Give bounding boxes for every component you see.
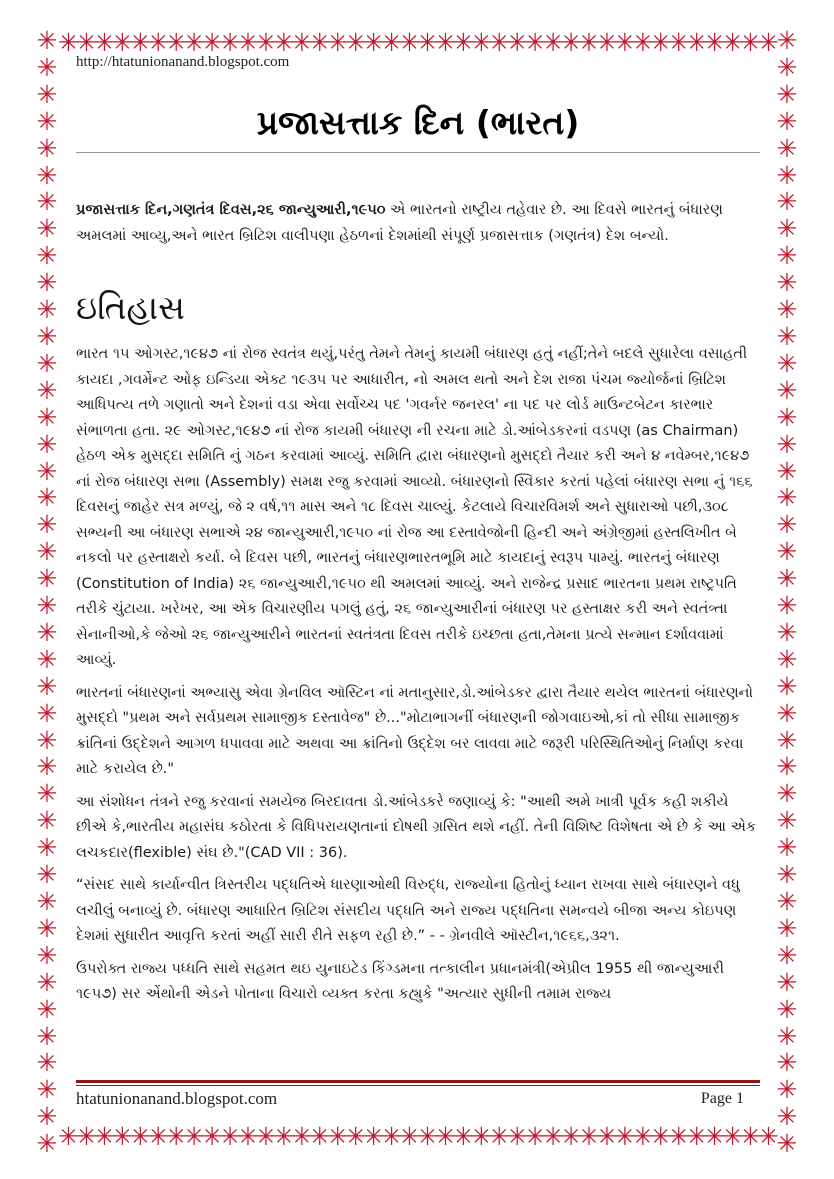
history-section: [76, 342, 760, 1072]
page-title: પ્રજાસત્તાક દિન (ભારત): [256, 103, 580, 142]
footer-site: htatunionanand.blogspot.com: [76, 1089, 278, 1108]
decorative-border-top: ✳✳✳✳✳✳✳✳✳✳✳✳✳✳✳✳✳✳✳✳✳✳✳✳✳✳✳✳✳✳✳✳✳✳✳✳✳✳✳✳: [58, 28, 776, 57]
intro-lead: પ્રજાસત્તાક દિન,ગણતંત્ર દિવસ,૨૬ જાન્યુઆરી,૧૯૫૦: [76, 202, 386, 218]
footer-divider: [76, 1080, 760, 1083]
section-heading: ઇતિહાસ: [76, 288, 185, 327]
paragraph: ભારત ૧૫ ઓગસ્ટ,૧૯૪૭ નાં રોજ સ્વતંત્ર થયું,પરંતુ તેમને તેમનું કાયમી બંધારણ હતું નહીં;તેને બદલે સુધારેલા વસાહતી કાયદા ,ગવર્મેન્ટ ઓફ ઇન્ડિયા એક્ટ ૧૯૩૫ પર આધારીત, નો અમલ થતો અને દેશ રાજા પંચમ જ્યોર્જનાં બ્રિટિશ આધિપત્ય તળે ગણાતો અને દેશનાં વડા એવા સર્વોચ્ચ પદ 'ગવર્નર જનરલ' ના પદ પર લોર્ડ માઉન્ટબેટન કારભાર સંભાળતા હતા. ૨૯ ઓગસ્ટ,૧૯૪૭ નાં રોજ કાયમી બંધારણ ની રચના માટે ડો.આંબેડકરનાં વડપણ (as Chairman) હેઠળ એક મુસદ્દા સમિતિ નું ગઠન કરવામાં આવ્યું. સમિતિ દ્વારા બંધારણનો મુસદ્દો તૈયાર કરી અને ૪ નવેમ્બર,૧૯૪૭ નાં રોજ બંધારણ સભા (Assembly) સમક્ષ રજુ કરવામાં આવ્યો. બંધારણનો સ્વિકાર કરતાં પહેલાં બંધારણ સભા નું ૧૬૬ દિવસનું જાહેર સત્ર મળ્યું, જે ૨ વર્ષ,૧૧ માસ અને ૧૮ દિવસ ચાલ્યું. કેટલાયે વિચારવિમર્શ અને સુધારાઓ પછી,૩૦૮ સભ્યની આ બંધારણ સભાએ ૨૪ જાન્યુઆરી,૧૯૫૦ નાં રોજ આ દસ્તાવેજોની હિન્દી અને અંગ્રેજીમાં હસ્તલિખીત બે નકલો પર હસ્તાક્ષરો કર્યા. બે દિવસ પછી, ભારતનું બંધારણભારતભૂમિ માટે કાયદાનું સ્વરૂપ પામ્યું. ભારતનું બંધારણ (Constitution of India) ૨૬ જાન્યુઆરી,૧૯૫૦ થી અમલમાં આવ્યું. અને રાજેન્દ્ર પ્રસાદ ભારતના પ્રથમ રાષ્ટ્રપતિ તરીકે ચુંટાયા. ખરેખર, આ એક વિચારણીય પગલું હતું, ૨૬ જાન્યુઆરીનાં બંધારણ પર હસ્તાક્ષર કરી અને સ્વતંત્ર્તા સેનાનીઓ,કે જેઓ ૨૬ જાન્યુઆરીને ભારતનાં સ્વતંત્રતા દિવસ તરીકે ઇચ્છતા હતા,તેમના પ્રત્યે સન્માન દર્શાવવામાં આવ્યું.: [76, 346, 753, 668]
intro-rest: એ ભારતનો રાષ્ટ્રીય તહેવાર છે. આ દિવસે ભારતનું બંધારણ અમલમાં આવ્યુ,અને ભારત બ્રિટિશ વાલીપણા હેઠળનાં દેશમાંથી સંપૂર્ણ પ્રજાસત્તાક (ગણતંત્ર) દેશ બન્યો.: [76, 202, 723, 244]
page-number: Page 1: [700, 1090, 744, 1107]
paragraph: “સંસદ સાથે કાર્યાન્વીત ત્રિસ્તરીય પદ્ધતિએ ધારણાઓથી વિરુદ્ધ, રાજ્યોના હિતોનું ધ્યાન રાખવા સાથે બંધારણને વધુ લચીલું બનાવ્યું છે. બંધારણ આધારિત બ્રિટિશ સંસદીય પદ્ધતિ અને રાજ્ય પદ્ધતિના સમન્વયે બીજા અન્ય કોઇપણ દેશમાં સુધારીત આવૃત્તિ કરતાં અહીં સારી રીતે સફળ રહી છે.” - - ગ્રેનવીલે ઑસ્ટીન,૧૯૬૬,૩૨૧.: [76, 877, 740, 944]
decorative-border-bottom: ✳✳✳✳✳✳✳✳✳✳✳✳✳✳✳✳✳✳✳✳✳✳✳✳✳✳✳✳✳✳✳✳✳✳✳✳✳✳✳✳: [58, 1122, 776, 1151]
decorative-border-left: ✳ ✳ ✳ ✳ ✳ ✳ ✳ ✳ ✳ ✳ ✳ ✳ ✳ ✳ ✳ ✳ ✳ ✳ ✳ ✳ ✳ ✳ ✳ ✳ ✳ ✳ ✳ ✳ ✳ ✳ ✳ ✳ ✳ ✳ ✳ ✳ ✳ ✳ ✳ ✳ ✳ ✳: [36, 28, 58, 1152]
paragraph: આ સંશોધન તંત્રને રજુ કરવાનાં સમયેજ બિરદાવતા ડો.આંબેડકરે જણાવ્યું કે: "આથી અમે ખાત્રી પૂર્વક કહી શકીયે છીએ કે,ભારતીય મહાસંઘ કઠોરતા કે વિધિપરાયણતાનાં દોષથી ગ્રસિત થશે નહીં. તેની વિશિષ્ટ વિશેષતા એ છે કે આ એક લચકદાર(flexible) સંઘ છે."(CAD VII : 36).: [76, 793, 757, 861]
intro-paragraph: [76, 198, 760, 249]
decorative-border-right: ✳ ✳ ✳ ✳ ✳ ✳ ✳ ✳ ✳ ✳ ✳ ✳ ✳ ✳ ✳ ✳ ✳ ✳ ✳ ✳ ✳ ✳ ✳ ✳ ✳ ✳ ✳ ✳ ✳ ✳ ✳ ✳ ✳ ✳ ✳ ✳ ✳ ✳ ✳ ✳ ✳ ✳: [776, 28, 798, 1152]
intro-section: [76, 198, 760, 278]
title-divider: [76, 152, 760, 153]
header-url: http://htatunionanand.blogspot.com: [76, 54, 290, 70]
footer-divider-thin: [76, 1085, 760, 1086]
paragraph: ઉપરોક્ત રાજ્ય પધ્ધતિ સાથે સહમત થઇ યુનાઇટેડ કિંગ્ડમના તત્કાલીન પ્રધાનમંત્રી(એપ્રીલ 1955 થી જાન્યુઆરી ૧૯૫૭) સર એંથોની એડને પોતાના વિચારો વ્યક્ત કરતા કહ્યુકે "અત્યાર સુધીની તમામ રાજ્ય: [76, 960, 724, 1002]
paragraph: ભારતનાં બંધારણનાં અભ્યાસુ એવા ગ્રેનવિલ ઑસ્ટિન નાં મતાનુસાર,ડો.આંબેડકર દ્વારા તૈયાર થયેલ ભારતનાં બંધારણનો મુસદ્દો "પ્રથમ અને સર્વપ્રથમ સામાજીક દસ્તાવેજ" છે..."મોટાભાગનીં બંધારણની જોગવાઇઓ,કાં તો સીધા સામાજીક ક્રાંતિનાં ઉદ્દેશને આગળ ધપાવવા માટે અથવા આ ક્રાંતિનો ઉદ્દેશ બર લાવવા માટે જરૂરી પરિસ્થિતિઓનું નિર્માણ કરવા માટે કરાયેલ છે.": [76, 684, 754, 777]
